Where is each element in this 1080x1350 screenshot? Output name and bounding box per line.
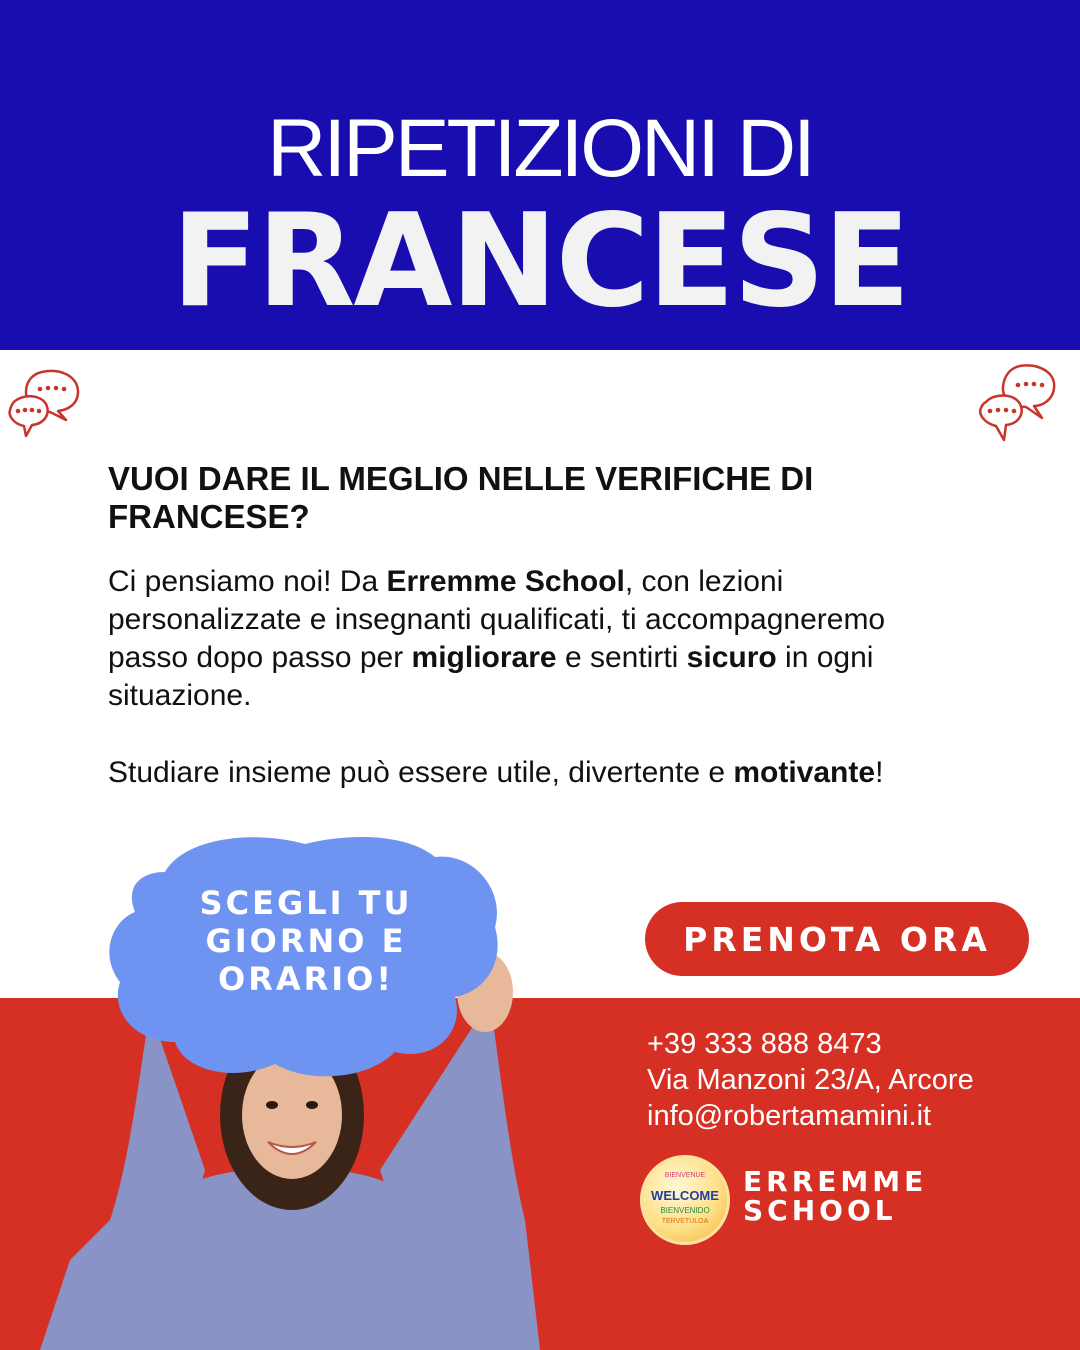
logo-text: TERVETULOA bbox=[661, 1218, 709, 1225]
logo-text: BIENVENIDO bbox=[660, 1206, 710, 1215]
brand-line: ERREMME bbox=[743, 1165, 928, 1198]
cloud-line: SCEGLI TU bbox=[199, 884, 413, 922]
speech-bubbles-icon bbox=[976, 360, 1058, 446]
body-text-segment: in ogni situazione. bbox=[108, 641, 874, 712]
headline: VUOI DARE IL MEGLIO NELLE VERIFICHE DI FRANCESE? bbox=[108, 460, 814, 535]
body-text-segment: e sentirti bbox=[556, 641, 687, 674]
title-line-2: FRANCESE bbox=[171, 187, 909, 336]
keyword-bold: sicuro bbox=[686, 641, 777, 674]
school-name-bold: Erremme School bbox=[386, 565, 625, 598]
cloud-line: GIORNO E bbox=[205, 922, 407, 960]
body-paragraph-2 bbox=[108, 754, 1008, 792]
cloud-message bbox=[150, 884, 462, 998]
speech-bubbles-icon bbox=[4, 364, 84, 446]
body-text-segment: , con lezioni personalizzate e insegnanti qualificati, ti accompagneremo passo dopo passo per bbox=[108, 565, 886, 674]
school-logo bbox=[640, 1155, 730, 1245]
contact-info bbox=[647, 1026, 974, 1134]
brand-name bbox=[743, 1167, 927, 1225]
body-text-segment: ! bbox=[875, 756, 884, 789]
cloud-line: ORARIO! bbox=[218, 960, 394, 998]
email-link[interactable]: info@robertamamini.it bbox=[647, 1100, 932, 1132]
logo-text: BIENVENUE bbox=[664, 1172, 706, 1179]
address: Via Manzoni 23/A, Arcore bbox=[647, 1064, 974, 1096]
body-paragraph bbox=[108, 563, 968, 715]
body-text-segment: Studiare insieme può essere utile, divertente e bbox=[108, 756, 734, 789]
phone-number[interactable]: +39 333 888 8473 bbox=[647, 1028, 882, 1060]
brand-line: SCHOOL bbox=[743, 1194, 897, 1227]
book-now-button[interactable]: PRENOTA ORA bbox=[645, 902, 1029, 976]
header-band bbox=[0, 0, 1080, 350]
body-text-segment: Ci pensiamo noi! Da bbox=[108, 565, 387, 598]
title-line-1: RIPETIZIONI DI bbox=[267, 103, 813, 194]
keyword-bold: migliorare bbox=[411, 641, 557, 674]
logo-text: WELCOME bbox=[651, 1188, 719, 1203]
keyword-bold: motivante bbox=[733, 756, 876, 789]
